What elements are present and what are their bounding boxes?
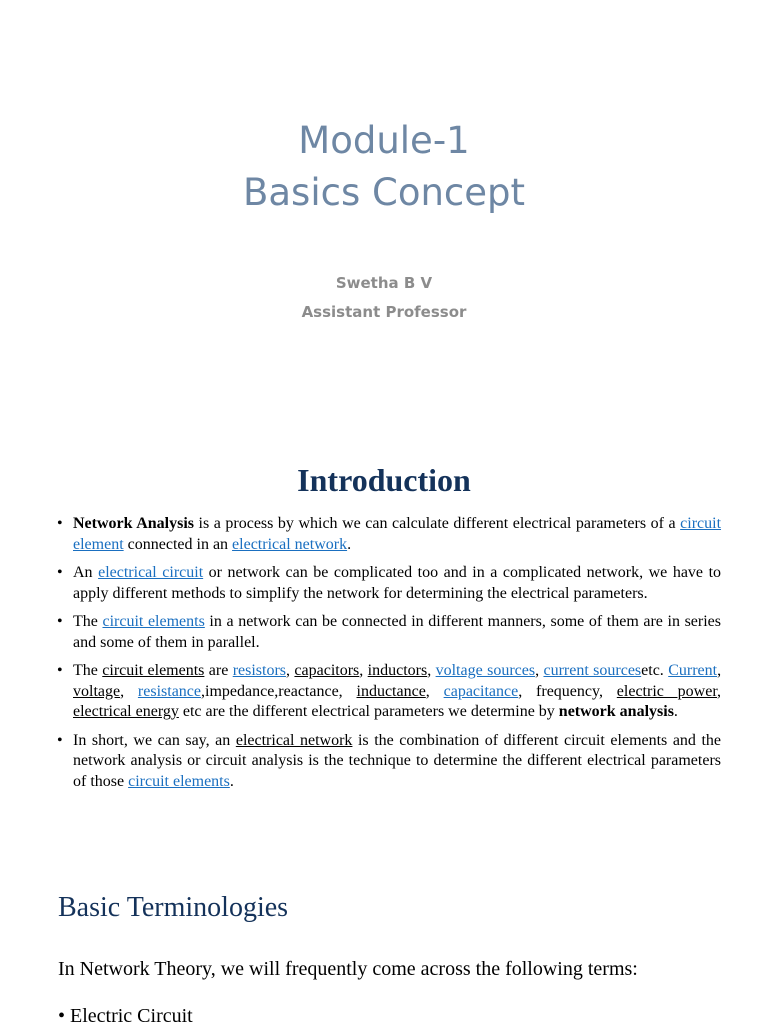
link-current[interactable]: Current xyxy=(668,662,718,679)
introduction-heading: Introduction xyxy=(297,462,471,498)
underlined-capacitors[interactable]: capacitors xyxy=(294,662,360,679)
text: An xyxy=(73,564,99,581)
text: ,impedance,reactance, xyxy=(201,682,357,700)
bullet-circuit-elements xyxy=(57,612,721,653)
text: etc are the different electrical parameters we determine by xyxy=(178,703,559,720)
link-circuit-elements[interactable]: circuit elements xyxy=(128,772,230,790)
text: etc. xyxy=(641,662,669,679)
bold-term: Network Analysis xyxy=(73,515,194,532)
module-subtitle: Basics Concept xyxy=(242,171,526,214)
bullet-network-analysis xyxy=(57,514,721,555)
bullet-dot: • xyxy=(57,613,63,630)
bullet-dot: • xyxy=(57,515,63,532)
author-name: Swetha B V xyxy=(335,274,433,292)
text: , xyxy=(286,662,295,679)
basic-terminologies-paragraph: In Network Theory, we will frequently come across the following terms: xyxy=(58,958,638,980)
bold-term: network analysis xyxy=(558,703,674,720)
underlined-electrical-energy[interactable]: electrical energy xyxy=(73,703,179,720)
bullet-parameters xyxy=(57,661,721,723)
link-voltage-sources[interactable]: voltage sources xyxy=(435,662,536,679)
underlined-inductors[interactable]: inductors xyxy=(367,662,428,679)
link-circuit-elements[interactable]: circuit elements xyxy=(102,613,205,630)
link-electrical-network[interactable]: electrical network xyxy=(232,535,348,553)
module-title: Module-1 xyxy=(298,119,470,162)
link-resistors[interactable]: resistors xyxy=(232,662,287,679)
text: , xyxy=(359,662,368,679)
text: . xyxy=(347,535,352,553)
text: is the combination of different circuit elements and the network analysis or circuit analysis is the technique to determine the different electrical parameters of those xyxy=(73,731,722,790)
text: is a process by which we can calculate different electrical parameters of a xyxy=(194,515,681,532)
link-resistance[interactable]: resistance xyxy=(137,682,201,700)
underlined-electrical-network[interactable]: electrical network xyxy=(235,731,353,749)
text: in a network can be connected in different manners, some of them are in series and some of them in parallel. xyxy=(73,613,721,651)
bullet-dot: • xyxy=(57,564,63,581)
bullet-dot: • xyxy=(57,731,63,749)
basic-terminologies-heading: Basic Terminologies xyxy=(58,892,289,923)
author-role: Assistant Professor xyxy=(301,303,467,321)
list-item-electric-circuit: • Electric Circuit xyxy=(58,1005,193,1027)
text: , xyxy=(427,662,436,679)
bullet-electrical-circuit xyxy=(57,563,721,604)
text: In short, we can say, an xyxy=(73,731,236,749)
link-circuit-element[interactable]: circuit element xyxy=(73,515,722,553)
text: , xyxy=(717,682,722,700)
link-current-sources[interactable]: current sources xyxy=(543,662,642,679)
text: The xyxy=(73,613,103,630)
text: The xyxy=(73,662,103,679)
text: , xyxy=(425,682,444,700)
text: . xyxy=(673,703,678,720)
bullet-in-short xyxy=(57,731,721,793)
underlined-voltage[interactable]: voltage xyxy=(73,682,121,700)
bullet-dot: • xyxy=(57,662,63,679)
text: , xyxy=(717,662,722,679)
intro-bullet-list xyxy=(57,514,721,800)
text: connected in an xyxy=(123,535,233,553)
text: . xyxy=(229,772,234,790)
underlined-circuit-elements[interactable]: circuit elements xyxy=(102,662,205,679)
link-electrical-circuit[interactable]: electrical circuit xyxy=(98,564,204,581)
underlined-inductance[interactable]: inductance xyxy=(356,682,426,700)
link-capacitance[interactable]: capacitance xyxy=(443,682,519,700)
text: , xyxy=(120,682,138,700)
text: , frequency, xyxy=(518,682,617,700)
text: or network can be complicated too and in a complicated network, we have to apply different methods to simplify the network for determining the electrical parameters. xyxy=(73,564,722,602)
underlined-electric-power[interactable]: electric power xyxy=(616,682,718,700)
text: are xyxy=(204,662,233,679)
text: , xyxy=(535,662,544,679)
